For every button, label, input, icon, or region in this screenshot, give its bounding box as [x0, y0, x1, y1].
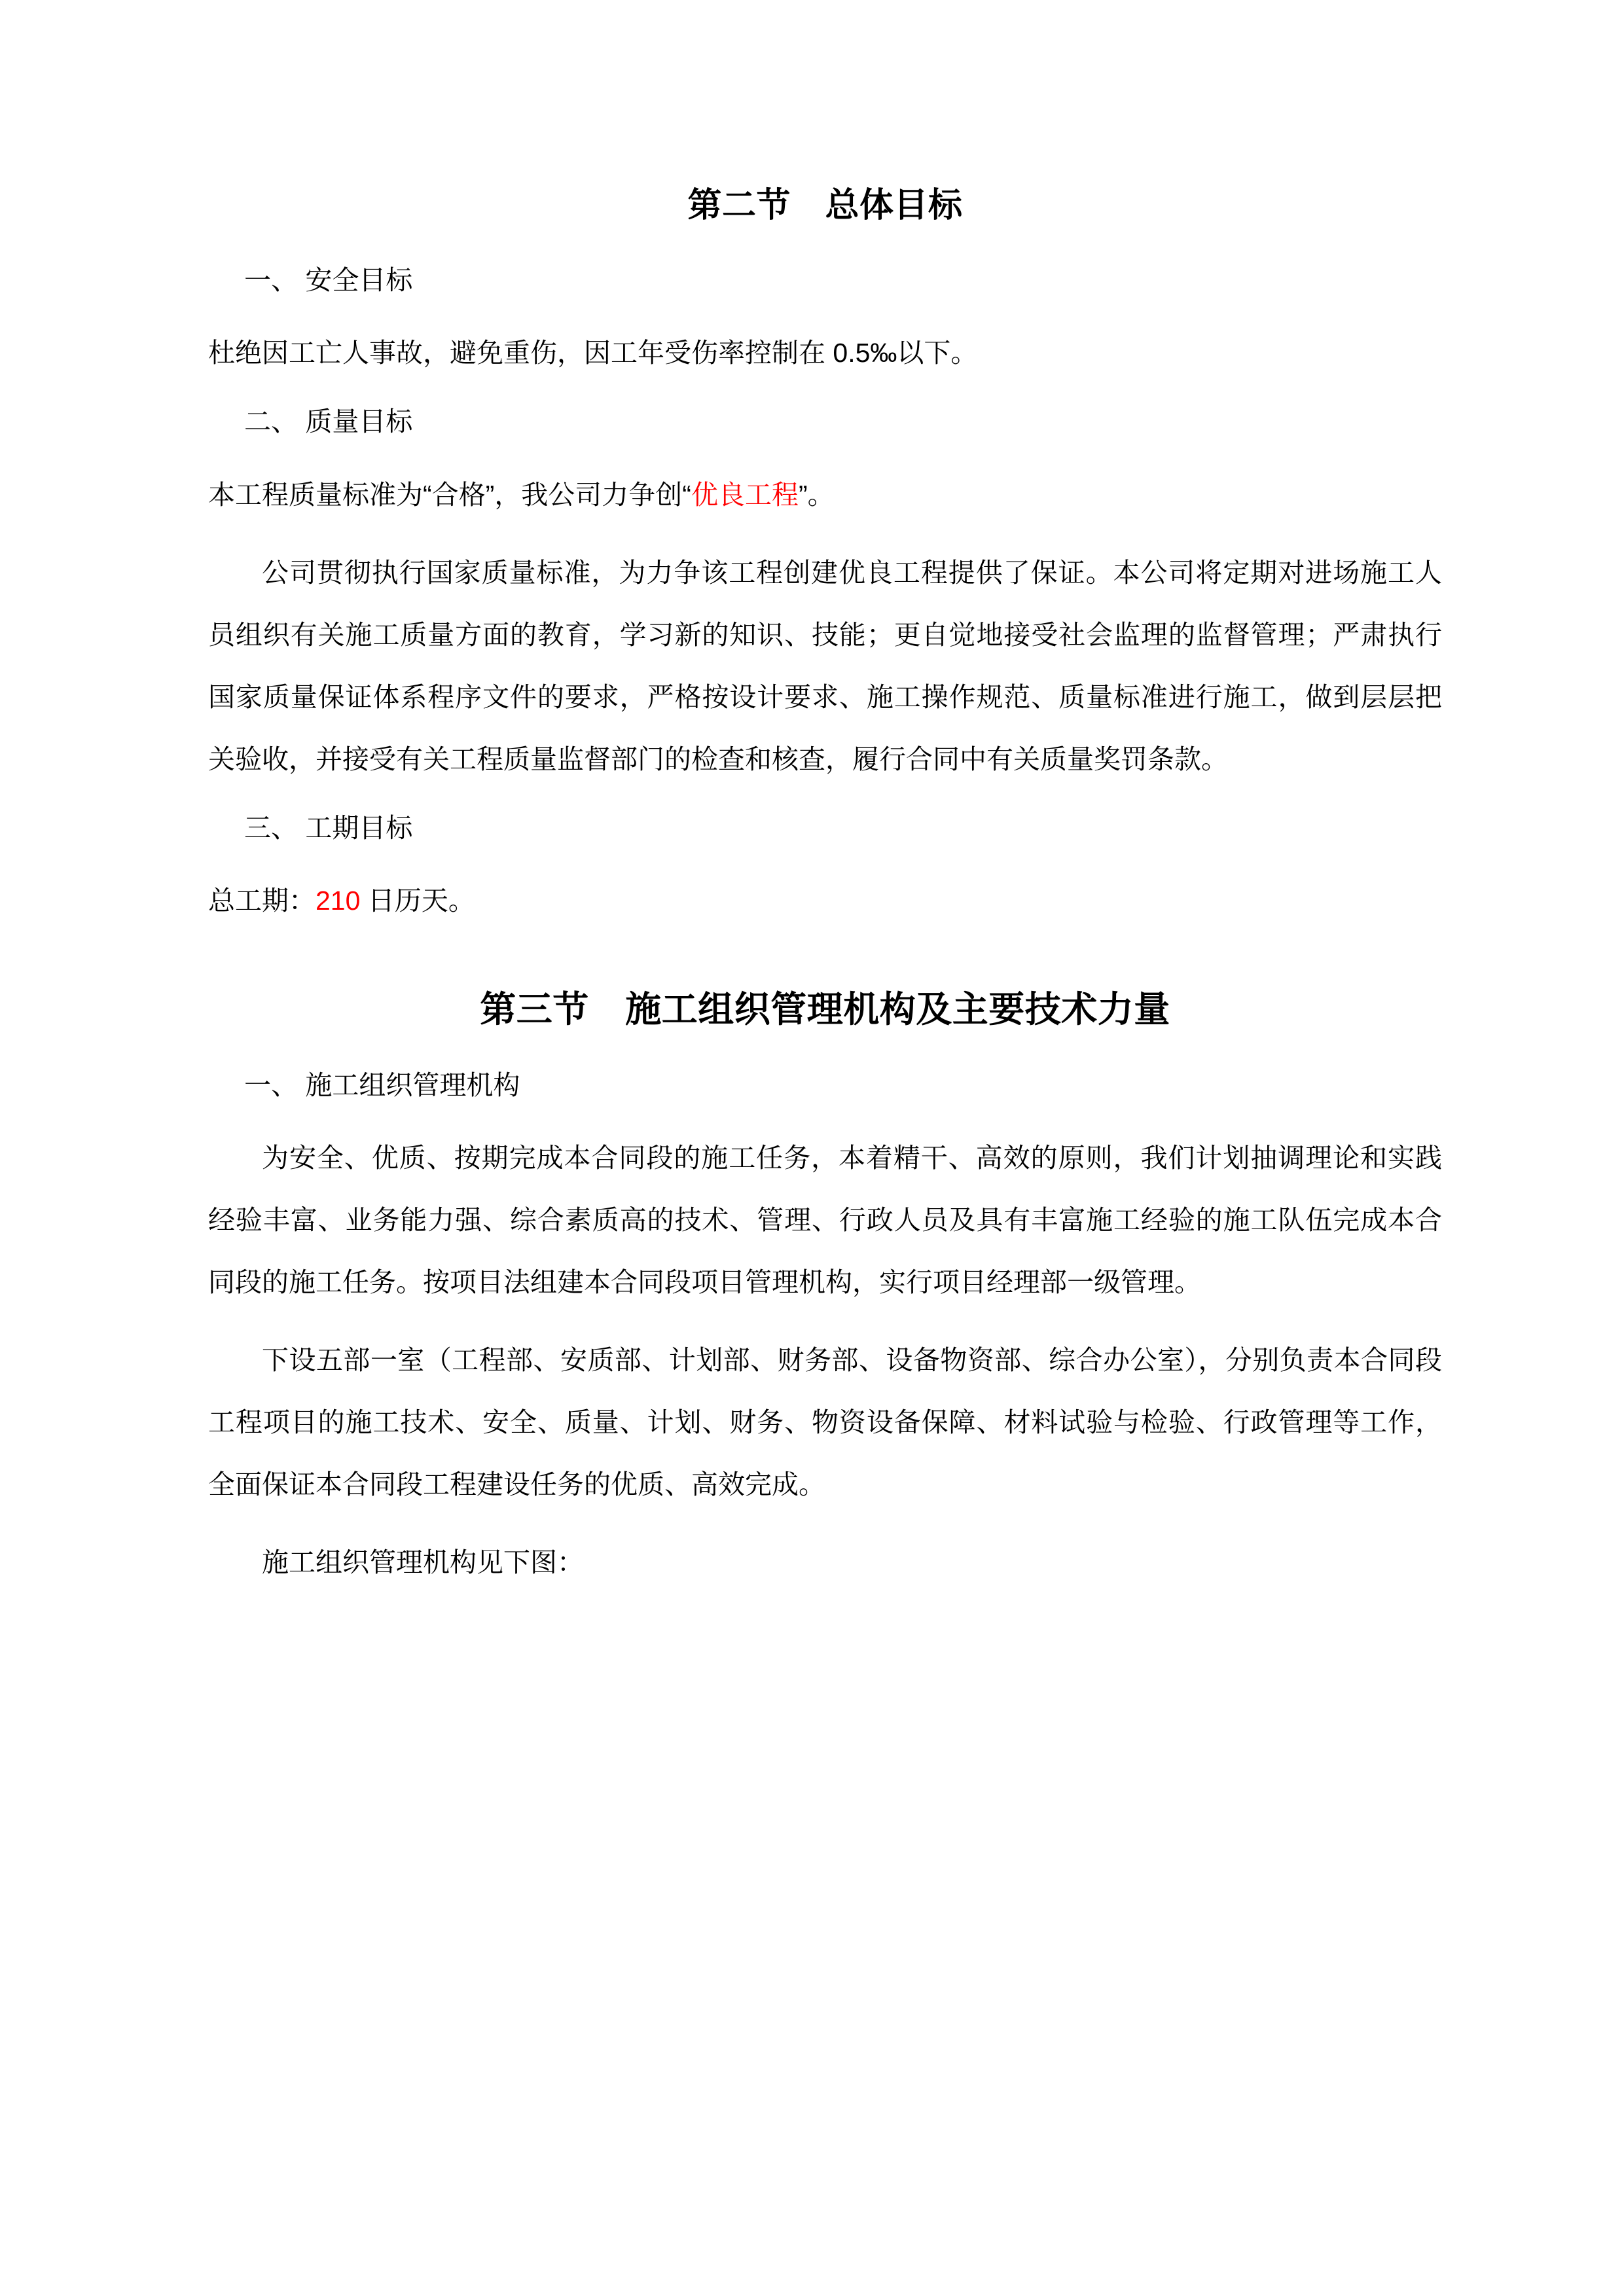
paragraph-total-duration	[208, 870, 1442, 932]
quality-standard-prefix: 本工程质量标准为“合格”，我公司力争创“	[208, 479, 691, 510]
paragraph-organization-1: 为安全、优质、按期完成本合同段的施工任务，本着精干、高效的原则，我们计划抽调理论和实践经验丰富、业务能力强、综合素质高的技术、管理、行政人员及具有丰富施工经验的施工队伍完成本合同段的施工任务。按项目法组建本合同段项目管理机构，实行项目经理部一级管理。	[208, 1143, 1442, 1298]
spacer	[208, 440, 1442, 464]
subheading-duration-goal: 三、 工期目标	[244, 812, 413, 843]
spacer	[208, 1103, 1442, 1127]
section-three-title: 第三节 施工组织管理机构及主要技术力量	[480, 989, 1170, 1030]
subheading-organization-structure: 一、 施工组织管理机构	[244, 1069, 520, 1100]
quality-standard-highlight: 优良工程	[691, 479, 799, 510]
spacer	[208, 298, 1442, 322]
spacer	[208, 846, 1442, 870]
paragraph-safety-goal: 杜绝因工亡人事故，避免重伤，因工年受伤率控制在 0.5‰以下。	[208, 338, 978, 368]
spacer	[208, 791, 1442, 810]
spacer	[208, 526, 1442, 542]
duration-unit: 日历天。	[360, 886, 475, 916]
spacer	[208, 1032, 1442, 1067]
quality-standard-suffix: ”。	[798, 479, 835, 510]
spacer	[208, 1516, 1442, 1532]
spacer	[208, 1314, 1442, 1329]
subheading-safety-goal: 一、 安全目标	[244, 265, 413, 295]
section-two-title: 第二节 总体目标	[687, 187, 963, 224]
page-content	[208, 0, 1442, 1594]
spacer	[208, 384, 1442, 404]
paragraph-organization-3: 施工组织管理机构见下图：	[262, 1547, 584, 1578]
spacer	[208, 227, 1442, 262]
duration-label: 总工期：	[208, 886, 316, 916]
paragraph-organization-2: 下设五部一室（工程部、安质部、计划部、财务部、设备物资部、综合办公室），分别负责本合同段工程项目的施工技术、安全、质量、计划、财务、物资设备保障、材料试验与检验、行政管理等工作，全面保证本合同段工程建设任务的优质、高效完成。	[208, 1345, 1442, 1500]
duration-value: 210	[316, 886, 361, 916]
subheading-quality-goal: 二、 质量目标	[244, 406, 413, 437]
paragraph-quality-body: 公司贯彻执行国家质量标准，为力争该工程创建优良工程提供了保证。本公司将定期对进场施工人员组织有关施工质量方面的教育，学习新的知识、技能；更自觉地接受社会监理的监督管理；严肃执行国家质量保证体系程序文件的要求，严格按设计要求、施工操作规范、质量标准进行施工，做到层层把关验收，并接受有关工程质量监督部门的检查和核查，履行合同中有关质量奖罚条款。	[208, 557, 1442, 774]
paragraph-quality-standard	[208, 464, 1442, 526]
